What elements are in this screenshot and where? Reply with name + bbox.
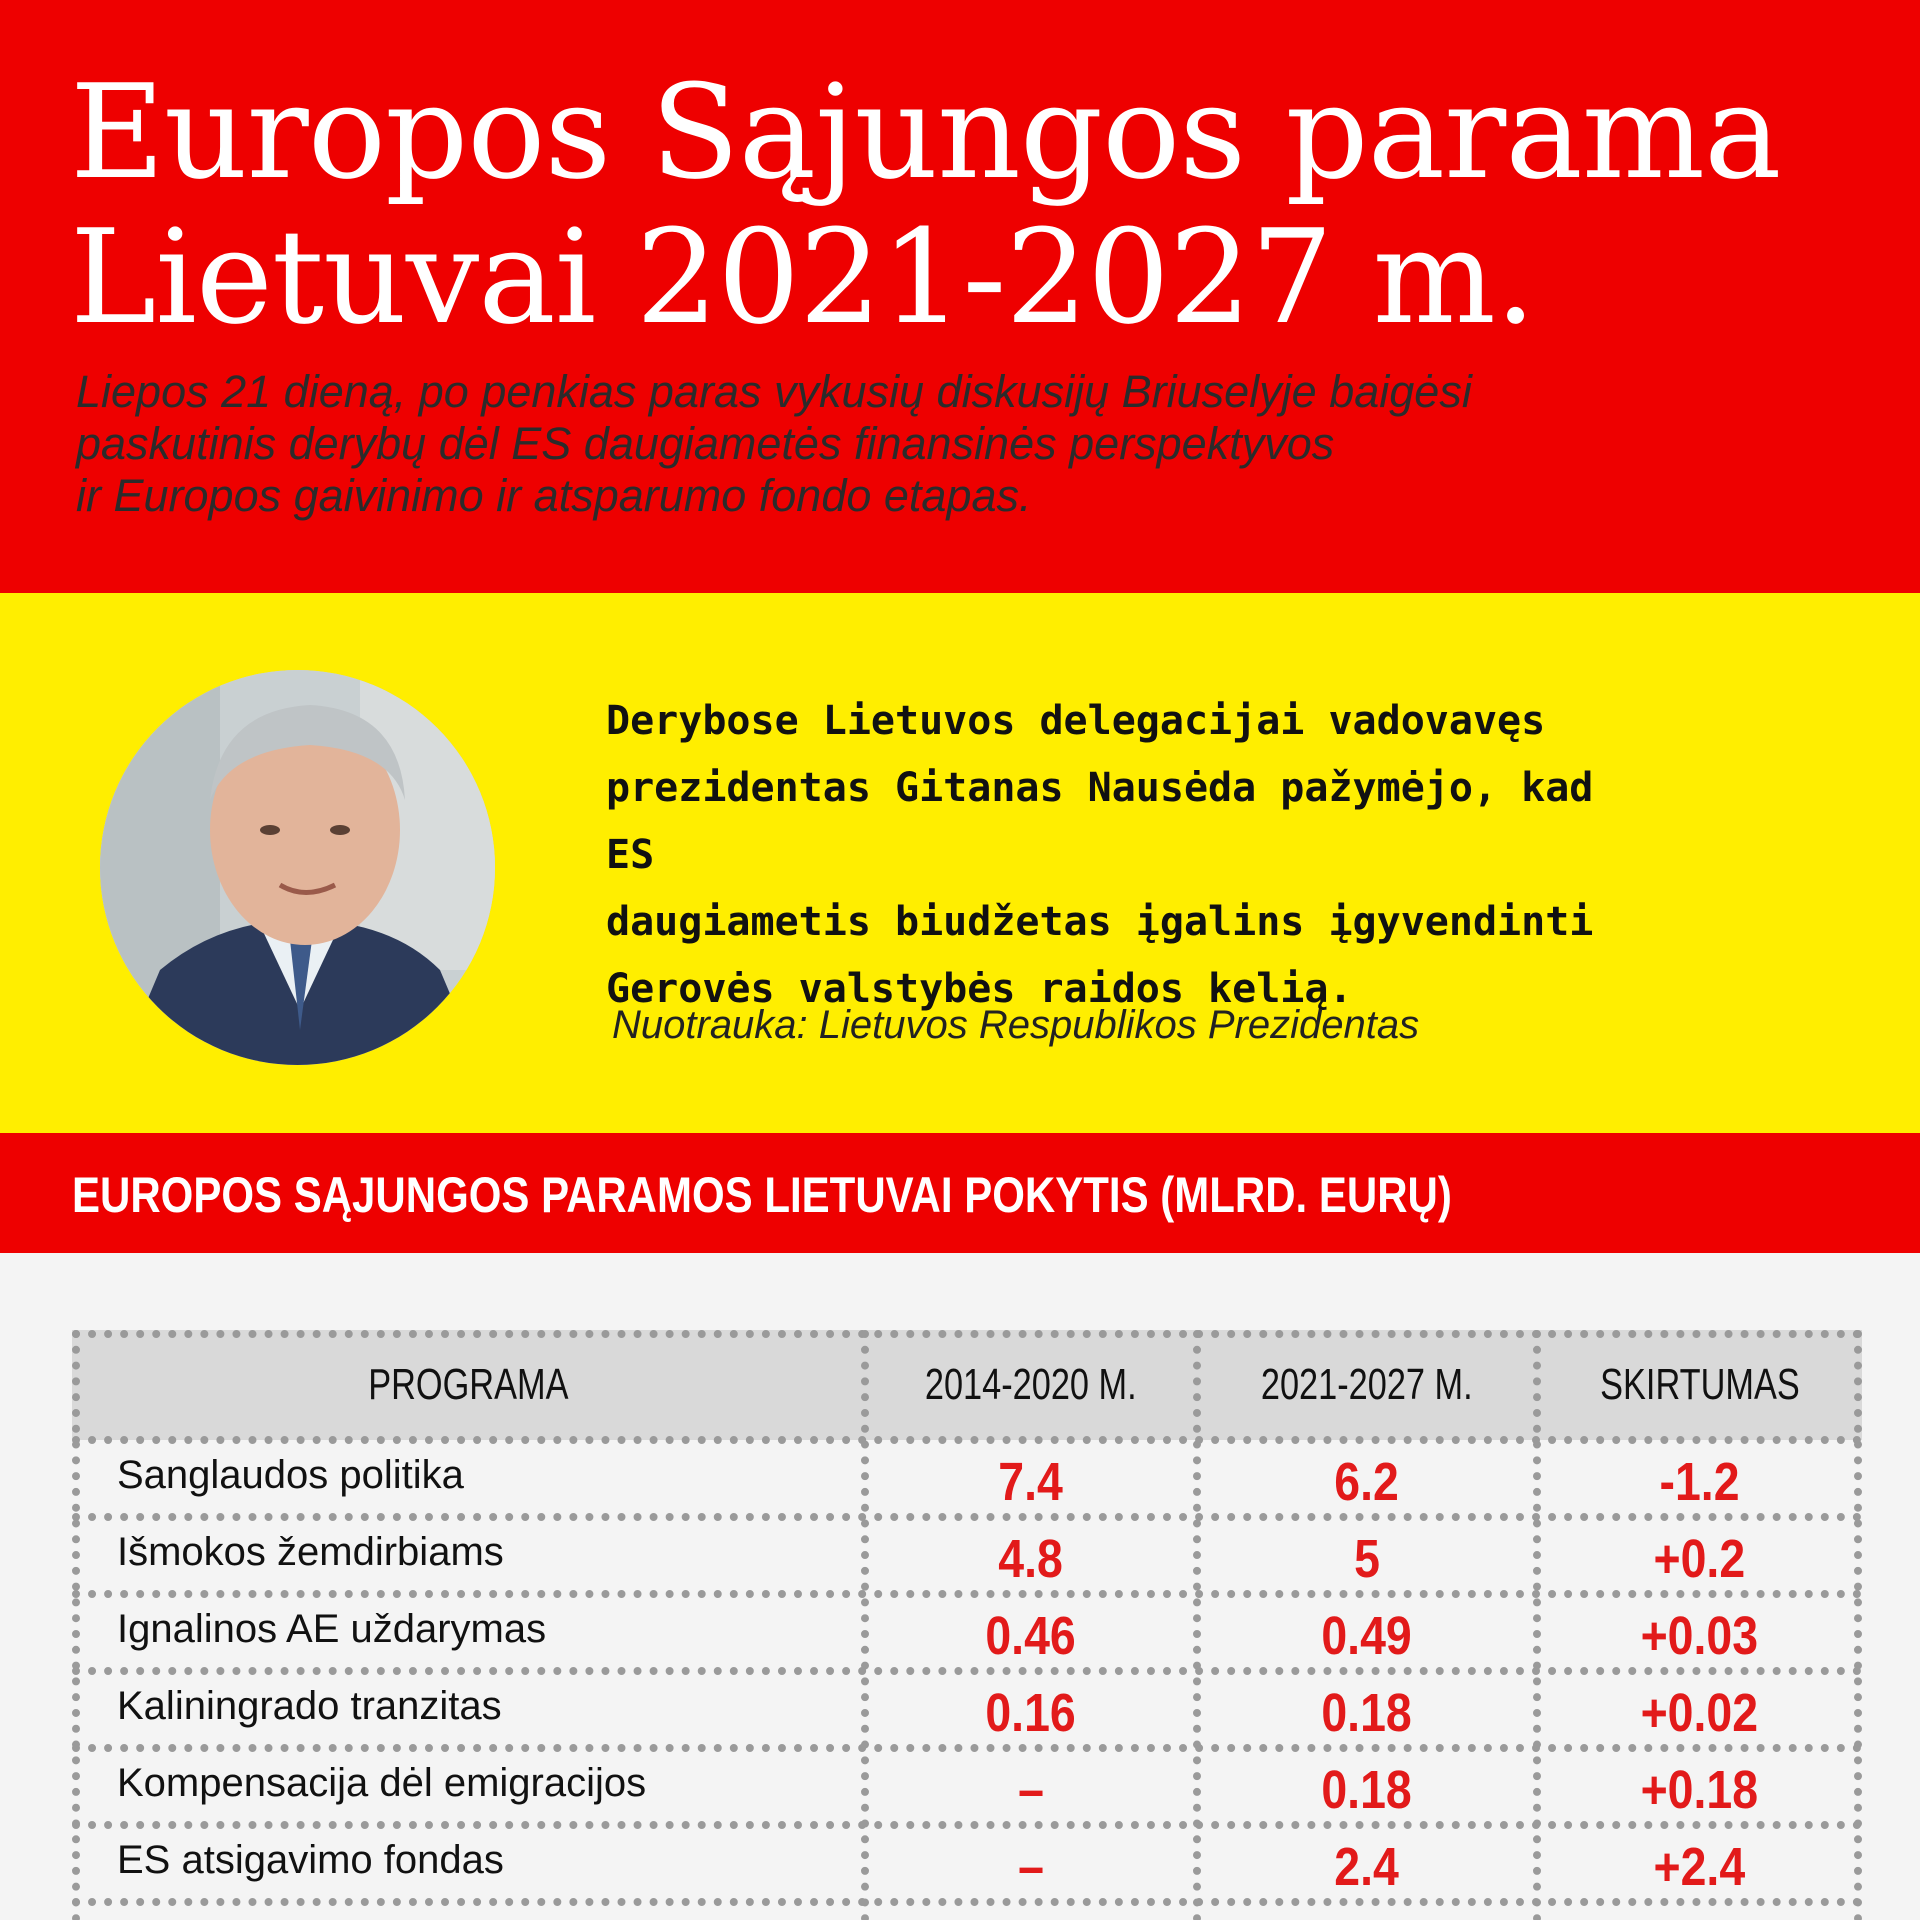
page-title: [70, 56, 1850, 353]
cell-skirtumas: +0.03: [1640, 1606, 1759, 1666]
cell-skirtumas: +0.18: [1640, 1760, 1759, 1820]
lead-line-2: paskutinis derybų dėl ES daugiametės finansinės perspektyvos: [76, 418, 1335, 469]
cell-skirtumas: +0.2: [1653, 1529, 1746, 1589]
quote-line-4: Gerovės valstybės raidos kelią.: [606, 966, 1353, 1012]
cell-2021-2027: 0.18: [1321, 1760, 1413, 1820]
table-row: [72, 1517, 1862, 1594]
lead-line-1: Liepos 21 dieną, po penkias paras vykusių diskusijų Briuselyje baigėsi: [76, 366, 1472, 417]
table-row: [72, 1671, 1862, 1748]
cell-2014-2020: 0.16: [985, 1683, 1077, 1743]
section-title: EUROPOS SĄJUNGOS PARAMOS LIETUVAI POKYTIS (MLRD. EURŲ): [72, 1167, 1452, 1223]
header-programa: PROGRAMA: [368, 1360, 569, 1409]
table-divider-2: [1193, 1330, 1201, 1920]
table-row: [72, 1594, 1862, 1671]
cell-programa: Sanglaudos politika: [117, 1453, 464, 1497]
cell-programa: Ignalinos AE uždarymas: [117, 1607, 547, 1651]
cell-skirtumas: +0.02: [1640, 1683, 1759, 1743]
table-row: [72, 1748, 1862, 1825]
table-row: [72, 1825, 1862, 1902]
table-border-top: [72, 1330, 1862, 1338]
row-divider: [72, 1898, 1862, 1906]
cell-programa: Kompensacija dėl emigracijos: [117, 1761, 647, 1805]
table-divider-1: [861, 1330, 869, 1920]
table-row: [72, 1440, 1862, 1517]
cell-2014-2020: –: [1018, 1760, 1044, 1820]
cell-2021-2027: 5: [1354, 1529, 1380, 1589]
cell-2021-2027: 0.49: [1321, 1606, 1413, 1666]
table-divider-3: [1533, 1330, 1541, 1920]
cell-2014-2020: 0.46: [985, 1606, 1077, 1666]
title-line-2: Lietuvai 2021-2027 m.: [70, 201, 1536, 353]
cell-programa: Išmokos žemdirbiams: [117, 1530, 504, 1574]
photo-credit: Nuotrauka: Lietuvos Respublikos Prezidentas: [612, 1003, 1420, 1047]
header-2021-2027: 2021-2027 M.: [1261, 1360, 1473, 1409]
cell-programa: Kaliningrado tranzitas: [117, 1684, 502, 1728]
title-line-1: Europos Sąjungos parama: [70, 56, 1781, 208]
header-2014-2020: 2014-2020 M.: [925, 1360, 1137, 1409]
cell-skirtumas: +2.4: [1653, 1837, 1746, 1897]
portrait-photo: [100, 670, 495, 1065]
portrait-illustration: [100, 670, 495, 1065]
cell-2021-2027: 2.4: [1334, 1837, 1400, 1897]
quote-line-3: daugiametis biudžetas įgalins įgyvendinti: [606, 899, 1594, 945]
quote-text: [606, 688, 1606, 1023]
cell-2021-2027: 6.2: [1334, 1452, 1400, 1512]
cell-2014-2020: 7.4: [998, 1452, 1064, 1512]
table-border-header: [72, 1436, 1862, 1444]
cell-2014-2020: –: [1018, 1837, 1044, 1897]
quote-line-2: prezidentas Gitanas Nausėda pažymėjo, kad ES: [606, 765, 1594, 878]
table-border-right: [1854, 1330, 1862, 1920]
header-skirtumas: SKIRTUMAS: [1599, 1360, 1800, 1409]
cell-2014-2020: 4.8: [998, 1529, 1064, 1589]
lead-line-3: ir Europos gaivinimo ir atsparumo fondo etapas.: [76, 470, 1032, 521]
quote-line-1: Derybose Lietuvos delegacijai vadovavęs: [606, 698, 1546, 744]
cell-skirtumas: -1.2: [1659, 1452, 1740, 1512]
lead-text: [76, 366, 1636, 522]
cell-2021-2027: 0.18: [1321, 1683, 1413, 1743]
table-border-left: [72, 1330, 80, 1920]
cell-programa: ES atsigavimo fondas: [117, 1838, 504, 1882]
support-table: [72, 1330, 1862, 1920]
